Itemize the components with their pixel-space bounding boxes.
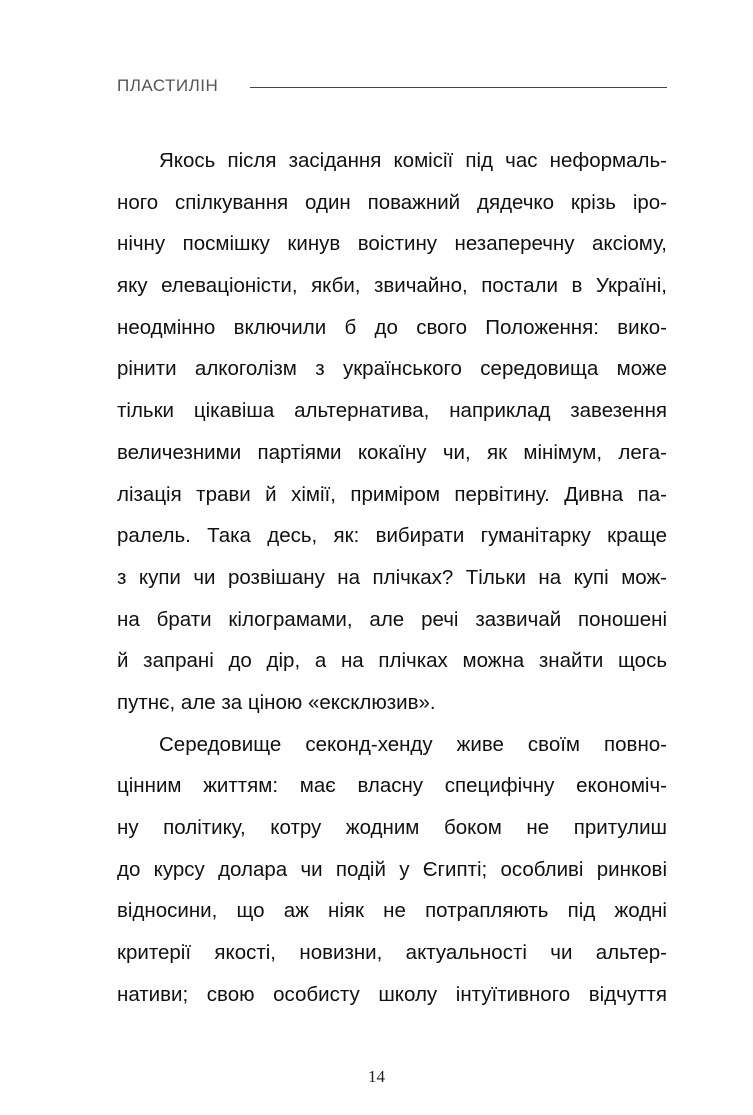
text-line: ного спілкування один поважний дядечко крізь іро- bbox=[117, 190, 667, 214]
page-number: 14 bbox=[368, 1067, 385, 1086]
running-title: ПЛАСТИЛІН bbox=[117, 76, 219, 95]
text-line: й запрані до дір, а на плічках можна знайти щось bbox=[117, 649, 667, 673]
text-line: путнє, але за ціною «ексклюзив». bbox=[117, 690, 436, 714]
running-header bbox=[117, 74, 667, 100]
text-line: нативи; свою особисту школу інтуїтивного відчуття bbox=[117, 982, 667, 1006]
text-line: ну політику, котру жодним боком не притулиш bbox=[117, 816, 667, 839]
text-line: яку елеваціоністи, якби, звичайно, постали в Україні, bbox=[117, 274, 667, 298]
text-line: неодмінно включили б до свого Положення: вико- bbox=[117, 315, 667, 339]
text-line: Якось після засідання комісії під час неформаль- bbox=[159, 149, 667, 172]
text-line: рінити алкоголізм з українського середовища може bbox=[117, 357, 667, 381]
text-line: Середовище секонд-хенду живе своїм повно- bbox=[159, 732, 667, 756]
text-line: нічну посмішку кинув воістину незаперечну аксіому, bbox=[117, 232, 667, 256]
text-line: лізація трави й хімії, приміром первітину. Дивна па- bbox=[117, 482, 667, 506]
header-rule bbox=[250, 87, 667, 88]
text-line: цінним життям: має власну специфічну економіч- bbox=[117, 774, 667, 798]
text-line: тільки цікавіша альтернатива, наприклад завезення bbox=[117, 399, 667, 423]
text-line: до курсу долара чи подій у Єгипті; особливі ринкові bbox=[117, 857, 667, 881]
text-line: ралель. Така десь, як: вибирати гуманітарку краще bbox=[117, 524, 667, 548]
text-line: величезними партіями кокаїну чи, як мінімум, лега- bbox=[117, 440, 667, 464]
text-line: відносини, що аж ніяк не потрапляють під жодні bbox=[117, 899, 667, 923]
body-text bbox=[117, 140, 667, 1015]
text-line: критерії якості, новизни, актуальності чи альтер- bbox=[117, 941, 667, 965]
paragraph bbox=[117, 724, 667, 1016]
text-line: на брати кілограмами, але речі зазвичай поношені bbox=[117, 607, 667, 631]
paragraph bbox=[117, 140, 667, 724]
text-line: з купи чи розвішану на плічках? Тільки на купі мож- bbox=[117, 565, 667, 589]
